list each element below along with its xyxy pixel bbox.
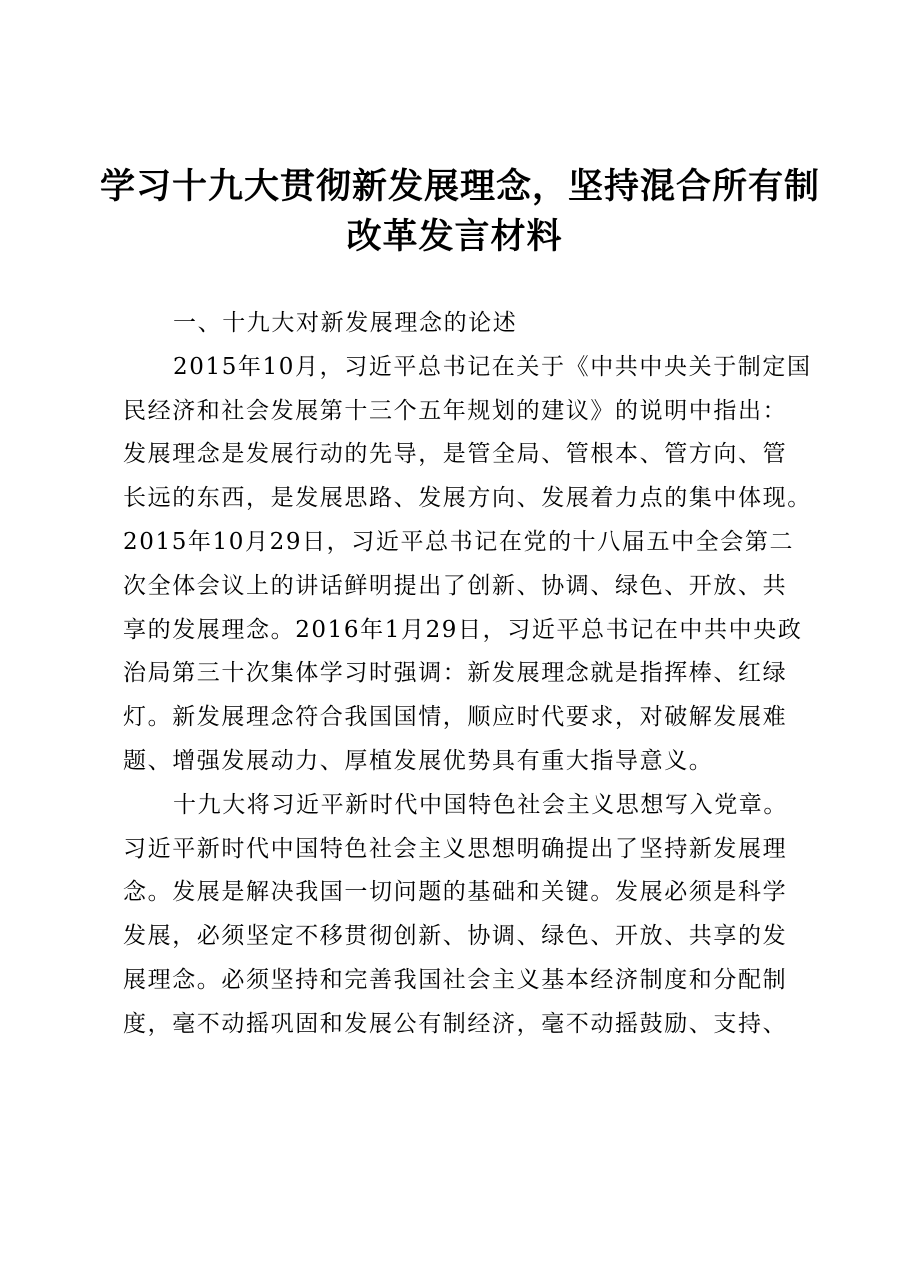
- paragraph-1-line: 次全体会议上的讲话鲜明提出了创新、协调、绿色、开放、共: [123, 572, 788, 599]
- paragraph-2-line: 习近平新时代中国特色社会主义思想明确提出了坚持新发展理: [123, 835, 788, 862]
- paragraph-2-line: 展理念。必须坚持和完善我国社会主义基本经济制度和分配制: [123, 966, 788, 993]
- paragraph-2-line: 念。发展是解决我国一切问题的基础和关键。发展必须是科学: [123, 879, 788, 906]
- paragraph-2-line: 度，毫不动摇巩固和发展公有制经济，毫不动摇鼓励、支持、: [123, 1010, 788, 1037]
- paragraph-1-line: 灯。新发展理念符合我国国情，顺应时代要求，对破解发展难: [123, 704, 788, 731]
- document-title: [100, 162, 821, 262]
- paragraph-1-line: 享的发展理念。2016年1月29日，习近平总书记在中共中央政: [123, 616, 803, 643]
- paragraph-1-line: 治局第三十次集体学习时强调：新发展理念就是指挥棒、红绿: [123, 660, 788, 687]
- paragraph-2-line: 发展，必须坚定不移贯彻创新、协调、绿色、开放、共享的发: [123, 923, 788, 950]
- paragraph-1-line: 民经济和社会发展第十三个五年规划的建议》的说明中指出：: [123, 397, 788, 424]
- paragraph-1-line: 发展理念是发展行动的先导，是管全局、管根本、管方向、管: [123, 441, 788, 468]
- paragraph-1-line: 2015年10月29日，习近平总书记在党的十八届五中全会第二: [123, 528, 795, 555]
- section-heading: 一、十九大对新发展理念的论述: [173, 310, 518, 336]
- paragraph-2-line: 十九大将习近平新时代中国特色社会主义思想写入党章。: [173, 791, 788, 818]
- paragraph-1-line: 2015年10月，习近平总书记在关于《中共中央关于制定国: [173, 353, 812, 380]
- title-line-2: 改革发言材料: [346, 216, 563, 257]
- paragraph-1-line: 长远的东西，是发展思路、发展方向、发展着力点的集中体现。: [123, 485, 812, 512]
- title-line-1: 学习十九大贯彻新发展理念，坚持混合所有制: [100, 166, 821, 207]
- document-body: [123, 302, 823, 1047]
- paragraph-1-line: 题、增强发展动力、厚植发展优势具有重大指导意义。: [123, 747, 714, 774]
